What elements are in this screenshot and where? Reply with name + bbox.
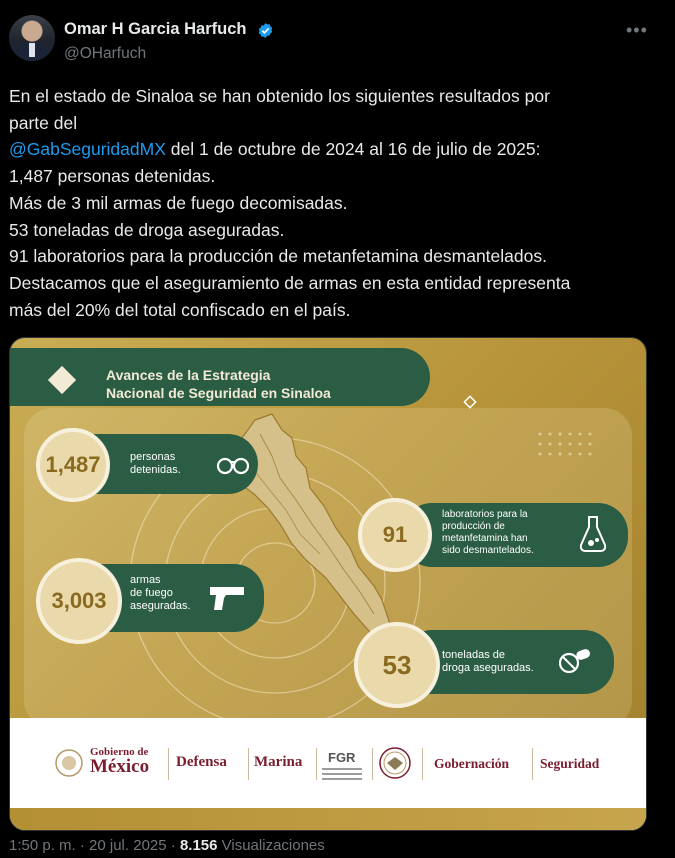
logo-gobierno-line2: México — [90, 756, 150, 777]
stat-droga-value: 53 — [354, 622, 440, 708]
label-line: droga aseguradas. — [442, 662, 534, 674]
tweet-line: 91 laboratorios para la producción de metanfetamina desmantelados. — [9, 246, 547, 267]
mexico-seal-icon — [54, 748, 84, 778]
fgr-lines-icon — [322, 768, 362, 782]
logo-marina: Marina — [254, 754, 303, 770]
view-count: 8.156 — [179, 837, 218, 854]
logo-separator — [532, 748, 533, 780]
mention-link[interactable]: @GabSeguridadMX — [9, 139, 166, 160]
bottom-gold-strip — [10, 808, 646, 830]
logo-separator — [316, 748, 317, 780]
tweet-line-rest: del 1 de octubre de 2024 al 16 de julio de 2025: — [165, 139, 541, 160]
logo-defensa: Defensa — [176, 754, 227, 770]
more-options-icon[interactable]: ••• — [626, 20, 648, 40]
tweet-text — [9, 83, 659, 323]
tweet-footer — [9, 837, 325, 854]
logo-separator — [248, 748, 249, 780]
label-line: personas — [130, 451, 176, 463]
flask-icon — [578, 515, 608, 555]
tweet-media-infographic[interactable] — [9, 337, 647, 831]
ssp-eagle-seal-icon — [378, 746, 412, 780]
verified-badge-icon — [257, 22, 274, 39]
handcuffs-icon — [216, 454, 250, 476]
stat-armas-value: 3,003 — [36, 558, 122, 644]
pistol-icon — [208, 584, 248, 612]
tweet-line-mention — [9, 136, 659, 163]
label-line: metanfetamina han — [442, 533, 528, 544]
pills-icon — [558, 646, 592, 676]
views-label: Visualizaciones — [217, 837, 325, 854]
title-line-2: Nacional de Seguridad en Sinaloa — [106, 385, 331, 401]
stat-laboratorios-value: 91 — [358, 498, 432, 572]
stat-armas-label — [130, 574, 191, 613]
tweet-line: Más de 3 mil armas de fuego decomisadas. — [9, 192, 348, 213]
label-line: armas — [130, 574, 161, 586]
logo-gobierno-line1: Gobierno de — [90, 746, 149, 758]
logo-separator — [422, 748, 423, 780]
tweet-line: más del 20% del total confiscado en el país. — [9, 299, 351, 320]
label-line: sido desmantelados. — [442, 545, 534, 556]
logo-separator — [168, 748, 169, 780]
tweet-line: 1,487 personas detenidas. — [9, 166, 216, 187]
tweet-timestamp[interactable]: 1:50 p. m. · 20 jul. 2025 · — [9, 837, 180, 854]
logo-gobierno-mexico — [90, 746, 149, 776]
author-name[interactable]: Omar H Garcia Harfuch — [64, 20, 247, 38]
label-line: laboratorios para la — [442, 509, 528, 520]
stat-detenidos-label — [130, 451, 181, 477]
logo-separator — [372, 748, 373, 780]
tweet-line: 53 toneladas de droga aseguradas. — [9, 219, 285, 240]
label-line: toneladas de — [442, 649, 505, 661]
logo-fgr: FGR — [328, 750, 356, 765]
stat-droga-label — [442, 649, 534, 675]
label-line: detenidas. — [130, 464, 181, 476]
stat-laboratorios-pill — [402, 503, 628, 567]
title-line-1: Avances de la Estrategia — [106, 367, 271, 383]
stat-detenidos-value: 1,487 — [36, 428, 110, 502]
author-handle[interactable]: @OHarfuch — [64, 45, 147, 62]
tweet-line: En el estado de Sinaloa se han obtenido los siguientes resultados por — [9, 86, 550, 106]
label-line: aseguradas. — [130, 600, 191, 612]
label-line: producción de — [442, 521, 505, 532]
label-line: de fuego — [130, 587, 173, 599]
tweet-line: parte del — [9, 112, 78, 133]
tweet-line: Destacamos que el aseguramiento de armas en esta entidad representa — [9, 272, 571, 293]
stat-laboratorios-label — [442, 509, 534, 557]
author-avatar[interactable] — [9, 15, 55, 61]
logo-gobernacion: Gobernación — [434, 756, 510, 771]
logo-seguridad: Seguridad — [540, 756, 600, 771]
